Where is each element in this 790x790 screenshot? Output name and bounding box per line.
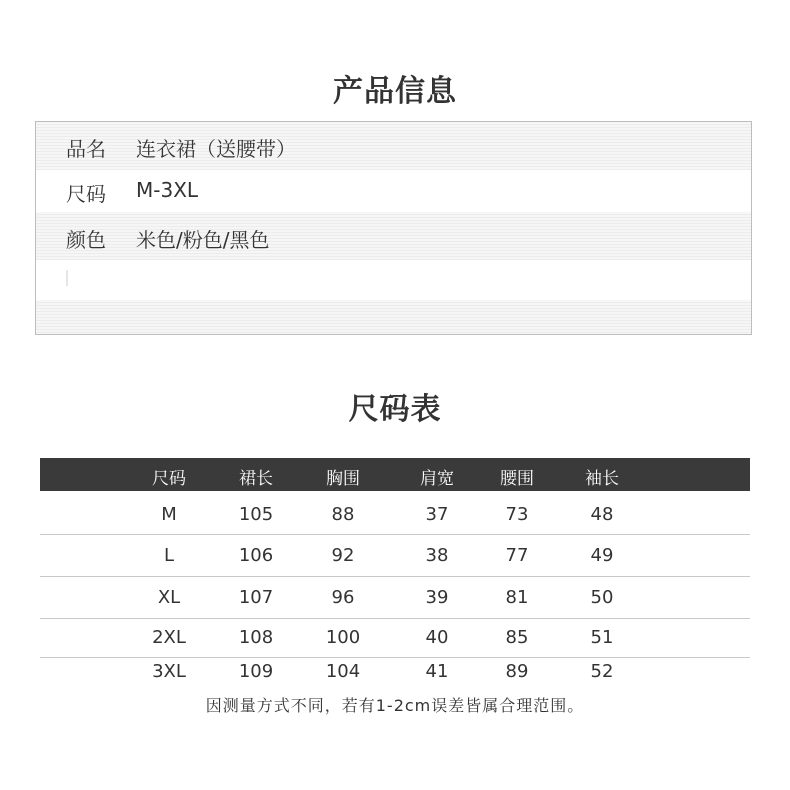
measurement-note: 因测量方式不同，若有1-2cm误差皆属合理范围。	[205, 696, 585, 715]
info-label-size: 尺码	[66, 182, 106, 206]
info-row-empty-shaded	[36, 300, 751, 335]
info-value-size: M-3XL	[136, 178, 199, 202]
size-table-header	[40, 458, 750, 491]
size-chart-title: 尺码表	[348, 392, 442, 427]
header-dress-length: 裙长	[239, 469, 273, 489]
cell-sleeve: 50	[590, 587, 614, 608]
cell-size: L	[163, 545, 175, 566]
cell-shoulder: 41	[425, 661, 449, 682]
cell-sleeve: 51	[590, 627, 614, 648]
info-value-color: 米色/粉色/黑色	[136, 228, 270, 252]
faint-mark	[66, 270, 68, 286]
cell-dress-length: 108	[238, 627, 274, 648]
row-divider	[40, 576, 750, 577]
cell-waist: 73	[505, 504, 529, 525]
info-label-name: 品名	[66, 137, 106, 161]
info-row-name	[36, 122, 751, 170]
cell-size: XL	[157, 587, 181, 608]
cell-bust: 104	[325, 661, 361, 682]
cell-waist: 81	[505, 587, 529, 608]
cell-waist: 85	[505, 627, 529, 648]
header-size: 尺码	[152, 469, 186, 489]
header-bust: 胸围	[326, 469, 360, 489]
cell-waist: 77	[505, 545, 529, 566]
cell-size: M	[161, 504, 177, 525]
cell-sleeve: 49	[590, 545, 614, 566]
header-shoulder: 肩宽	[420, 469, 454, 489]
cell-shoulder: 40	[425, 627, 449, 648]
cell-sleeve: 48	[590, 504, 614, 525]
cell-dress-length: 109	[238, 661, 274, 682]
cell-size: 3XL	[152, 661, 186, 682]
product-info-box	[35, 121, 752, 335]
info-row-size	[36, 170, 751, 212]
row-divider	[40, 534, 750, 535]
product-info-title: 产品信息	[333, 74, 457, 109]
cell-dress-length: 105	[238, 504, 274, 525]
cell-shoulder: 39	[425, 587, 449, 608]
cell-size: 2XL	[152, 627, 186, 648]
info-row-empty	[36, 260, 751, 300]
info-row-color	[36, 212, 751, 260]
cell-dress-length: 106	[238, 545, 274, 566]
header-waist: 腰围	[500, 469, 534, 489]
row-divider	[40, 657, 750, 658]
cell-sleeve: 52	[590, 661, 614, 682]
info-label-color: 颜色	[66, 228, 106, 252]
cell-bust: 88	[331, 504, 355, 525]
row-divider	[40, 618, 750, 619]
cell-bust: 92	[331, 545, 355, 566]
cell-bust: 96	[331, 587, 355, 608]
cell-dress-length: 107	[238, 587, 274, 608]
cell-bust: 100	[325, 627, 361, 648]
cell-waist: 89	[505, 661, 529, 682]
cell-shoulder: 37	[425, 504, 449, 525]
cell-shoulder: 38	[425, 545, 449, 566]
info-value-name: 连衣裙（送腰带）	[136, 137, 296, 161]
header-sleeve: 袖长	[585, 469, 619, 489]
